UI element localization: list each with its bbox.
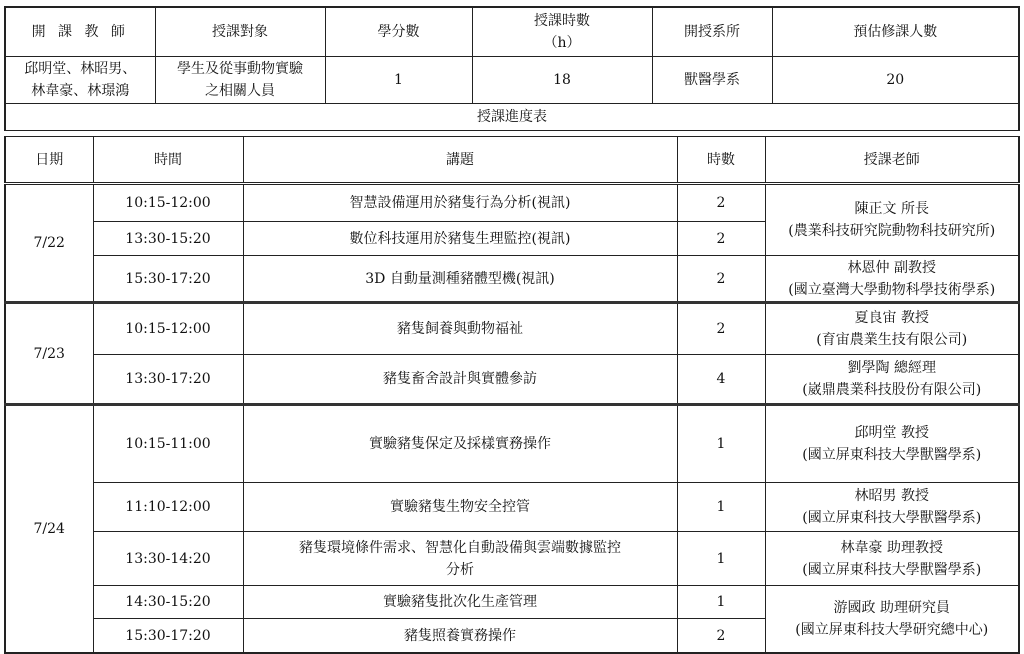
time-cell: 10:15-11:00 — [93, 405, 243, 483]
header-hours-label: 授課時數 — [534, 13, 590, 29]
table-row — [5, 483, 1019, 532]
table-row — [5, 355, 1019, 405]
instructors-line1: 邱明堂、林昭男、 — [24, 61, 137, 77]
instructors-cell — [5, 57, 155, 104]
teacher-cell — [765, 586, 1019, 654]
session-hours-cell: 2 — [677, 222, 765, 256]
header-department: 開授系所 — [652, 7, 772, 57]
teacher-name: 劉學陶 總經理 — [847, 360, 936, 376]
date-cell: 7/24 — [5, 405, 93, 654]
date-cell: 7/23 — [5, 303, 93, 405]
teacher-org: (農業科技研究院動物科技研究所) — [788, 223, 996, 239]
teacher-org: (國立臺灣大學動物科學技術學系) — [788, 281, 996, 298]
teacher-cell — [765, 184, 1019, 256]
header-credits: 學分數 — [325, 7, 472, 57]
time-cell: 10:15-12:00 — [93, 184, 243, 222]
session-hours-cell: 2 — [677, 619, 765, 654]
department-value: 獸醫學系 — [652, 57, 772, 104]
teacher-org: (國立屏東科技大學獸醫學系) — [802, 561, 982, 578]
teacher-cell — [765, 405, 1019, 483]
audience-line1: 學生及從事動物實驗 — [177, 61, 303, 77]
enrollment-value: 20 — [772, 57, 1019, 104]
course-info-table — [4, 6, 1020, 131]
topic-cell: 實驗豬隻生物安全控管 — [243, 483, 677, 532]
header-time: 時間 — [93, 137, 243, 184]
topic-cell: 智慧設備運用於豬隻行為分析(視訊) — [243, 184, 677, 222]
teacher-name: 林昭男 教授 — [854, 488, 929, 504]
table-row — [5, 532, 1019, 586]
instructors-line2: 林韋豪、林璟鴻 — [31, 83, 130, 99]
topic-cell: 3D 自動量測種豬體型機(視訊) — [243, 256, 677, 303]
header-enrollment: 預估修課人數 — [772, 7, 1019, 57]
audience-line2: 之相關人員 — [205, 83, 275, 99]
teacher-name: 林韋豪 助理教授 — [840, 539, 943, 556]
time-cell: 10:15-12:00 — [93, 303, 243, 355]
header-audience: 授課對象 — [155, 7, 325, 57]
header-hours — [472, 7, 652, 57]
session-hours-cell: 1 — [677, 405, 765, 483]
session-hours-cell: 2 — [677, 256, 765, 303]
time-cell: 14:30-15:20 — [93, 586, 243, 619]
header-topic: 講題 — [243, 137, 677, 184]
table-row — [5, 586, 1019, 619]
teacher-cell — [765, 303, 1019, 355]
topic-cell: 豬隻照養實務操作 — [243, 619, 677, 654]
teacher-cell — [765, 355, 1019, 405]
topic-cell: 實驗豬隻批次化生產管理 — [243, 586, 677, 619]
table-row — [5, 256, 1019, 303]
session-hours-cell: 2 — [677, 184, 765, 222]
time-cell: 15:30-17:20 — [93, 256, 243, 303]
topic-line1: 豬隻環境條件需求、智慧化自動設備與雲端數據監控 — [299, 539, 621, 556]
session-hours-cell: 1 — [677, 532, 765, 586]
time-cell: 15:30-17:20 — [93, 619, 243, 654]
topic-line2: 分析 — [446, 561, 474, 578]
header-instructors: 開 課 教 師 — [5, 7, 155, 57]
teacher-org: (崴鼎農業科技股份有限公司) — [802, 382, 982, 398]
session-hours-cell: 1 — [677, 483, 765, 532]
schedule-header-row — [5, 137, 1019, 184]
topic-cell: 豬隻飼養與動物福祉 — [243, 303, 677, 355]
header-session-hours: 時數 — [677, 137, 765, 184]
topic-cell — [243, 532, 677, 586]
teacher-name: 夏良宙 教授 — [854, 310, 929, 326]
table-row — [5, 303, 1019, 355]
teacher-name: 陳正文 所長 — [854, 201, 929, 217]
time-cell: 13:30-15:20 — [93, 222, 243, 256]
time-cell: 13:30-17:20 — [93, 355, 243, 405]
teacher-org: (國立屏東科技大學獸醫學系) — [802, 510, 982, 526]
date-cell: 7/22 — [5, 184, 93, 303]
hours-value: 18 — [472, 57, 652, 104]
teacher-cell — [765, 256, 1019, 303]
session-hours-cell: 1 — [677, 586, 765, 619]
header-hours-unit: （h） — [543, 35, 581, 51]
header-teacher: 授課老師 — [765, 137, 1019, 184]
session-hours-cell: 2 — [677, 303, 765, 355]
session-hours-cell: 4 — [677, 355, 765, 405]
teacher-org: (育宙農業生技有限公司) — [816, 332, 968, 348]
time-cell: 13:30-14:20 — [93, 532, 243, 586]
teacher-org: (國立屏東科技大學研究總中心) — [795, 622, 989, 638]
teacher-cell — [765, 532, 1019, 586]
topic-cell: 實驗豬隻保定及採樣實務操作 — [243, 405, 677, 483]
teacher-name: 游國政 助理研究員 — [833, 600, 950, 616]
teacher-name: 邱明堂 教授 — [854, 425, 929, 441]
topic-cell: 數位科技運用於豬隻生理監控(視訊) — [243, 222, 677, 256]
schedule-table — [4, 136, 1020, 654]
teacher-name: 林恩仲 副教授 — [847, 259, 936, 276]
teacher-cell — [765, 483, 1019, 532]
teacher-org: (國立屏東科技大學獸醫學系) — [802, 447, 982, 463]
time-cell: 11:10-12:00 — [93, 483, 243, 532]
header-date: 日期 — [5, 137, 93, 184]
credits-value: 1 — [325, 57, 472, 104]
table-row — [5, 184, 1019, 222]
audience-cell — [155, 57, 325, 104]
topic-cell: 豬隻畜舍設計與實體參訪 — [243, 355, 677, 405]
table-row — [5, 405, 1019, 483]
schedule-title: 授課進度表 — [5, 104, 1019, 131]
